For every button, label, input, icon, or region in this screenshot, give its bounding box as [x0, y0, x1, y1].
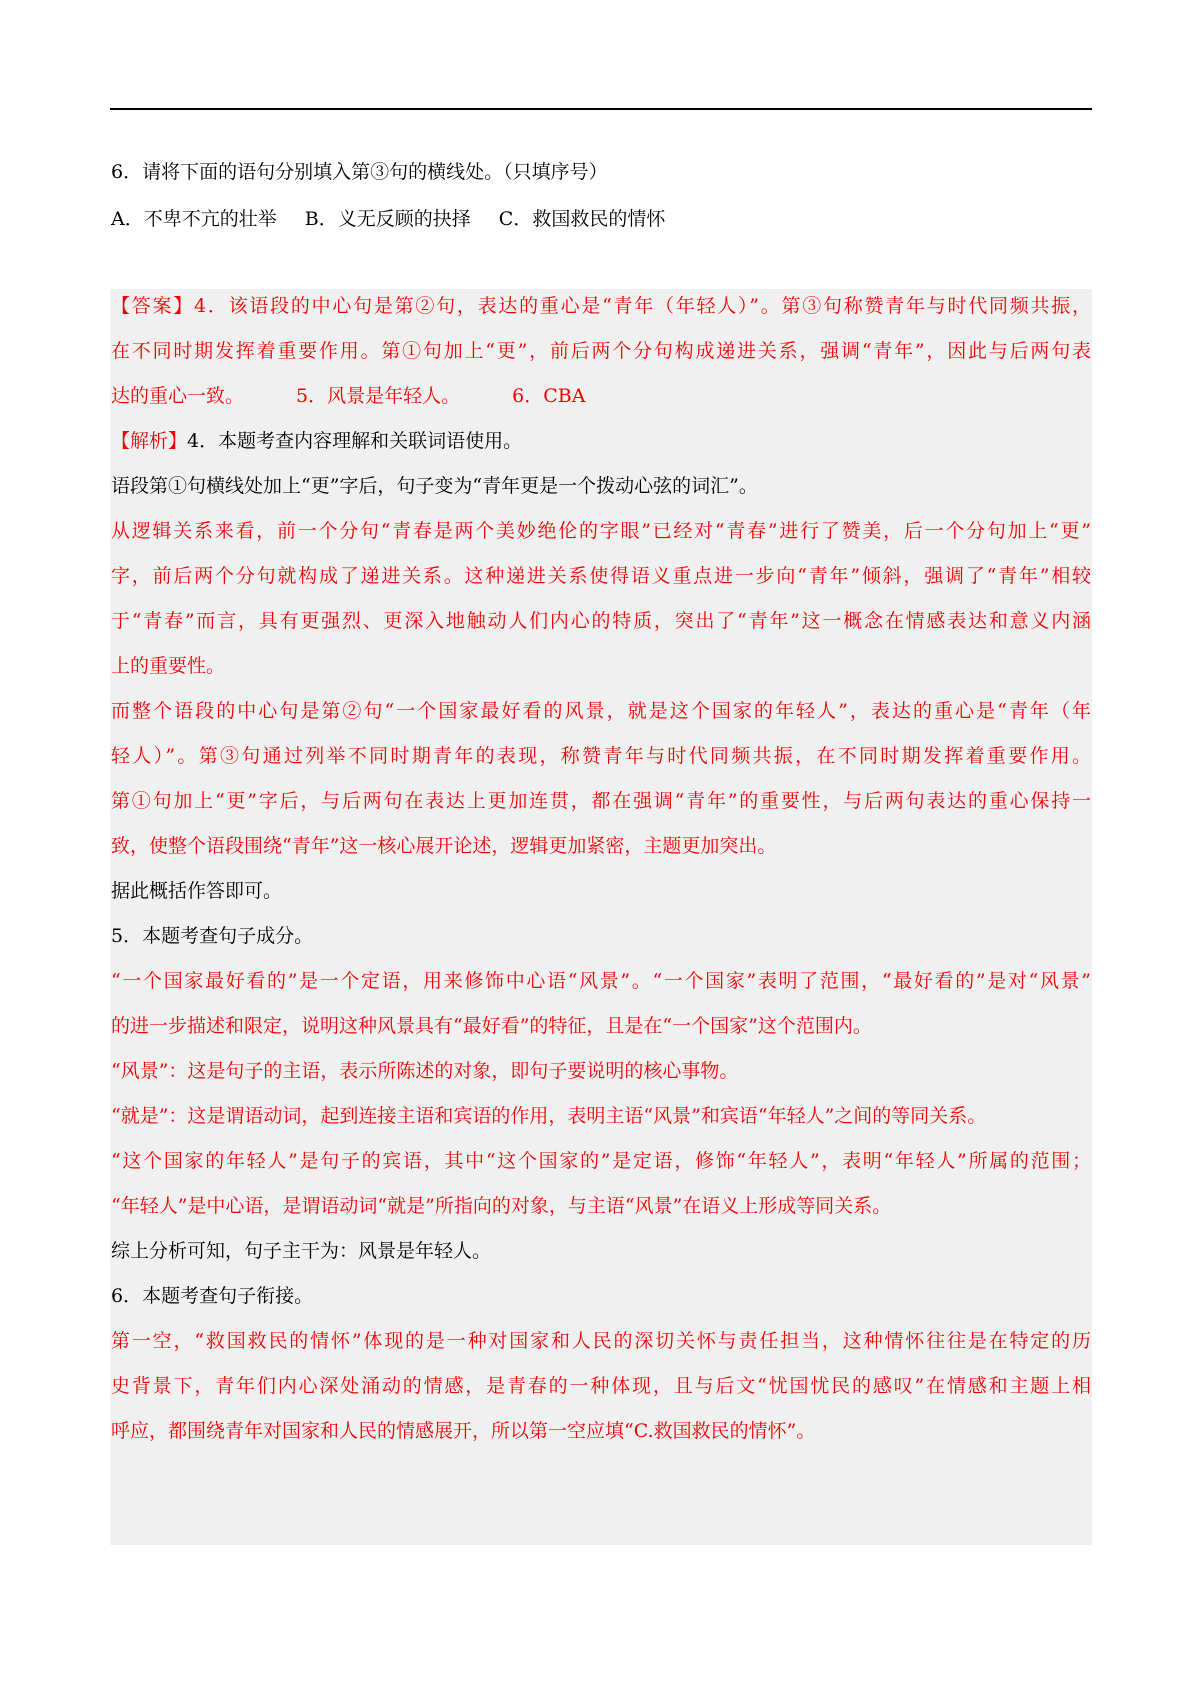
analysis-line: “就是”：这是谓语动词，起到连接主语和宾语的作用，表明主语“风景”和宾语“年轻人”之间的等同关系。 — [111, 1105, 987, 1127]
analysis-line: 5．本题考查句子成分。 — [111, 925, 314, 947]
analysis-line: 【解析】4．本题考查内容理解和关联词语使用。 — [111, 430, 523, 452]
analysis-line: 上的重要性。 — [111, 655, 226, 677]
analysis-line: 的进一步描述和限定，说明这种风景具有“最好看”的特征，且是在“一个国家”这个范围内。 — [111, 1015, 872, 1037]
analysis-line: 第一空，“救国救民的情怀”体现的是一种对国家和人民的深切关怀与责任担当，这种情怀往往是在特定的历 — [111, 1330, 1091, 1352]
answer-line: 在不同时期发挥着重要作用。第①句加上“更”，前后两个分句构成递进关系，强调“青年”，因此与后两句表 — [111, 340, 1091, 362]
answer-label: 【答案】 — [111, 295, 194, 317]
analysis-line: 呼应，都围绕青年对国家和人民的情感展开，所以第一空应填“C.救国救民的情怀”。 — [111, 1420, 816, 1442]
option-a: A．不卑不亢的壮举 — [111, 208, 277, 230]
analysis-line: 语段第①句横线处加上“更”字后，句子变为“青年更是一个拨动心弦的词汇”。 — [111, 475, 758, 497]
analysis-line: 于“青春”而言，具有更强烈、更深入地触动人们内心的特质，突出了“青年”这一概念在情感表达和意义内涵 — [111, 610, 1091, 632]
answer-line: 达的重心一致。 5．风景是年轻人。 6．CBA — [111, 385, 586, 407]
analysis-line: 而整个语段的中心句是第②句“一个国家最好看的风景，就是这个国家的年轻人”，表达的重心是“青年（年 — [111, 700, 1091, 722]
option-b: B．义无反顾的抉择 — [304, 208, 471, 230]
analysis-line: “一个国家最好看的”是一个定语，用来修饰中心语“风景”。“一个国家”表明了范围，“最好看的”是对“风景” — [111, 970, 1091, 992]
analysis-line: “这个国家的年轻人”是句子的宾语，其中“这个国家的”是定语，修饰“年轻人”，表明“年轻人”所属的范围； — [111, 1150, 1091, 1172]
analysis-line: 轻人）”。第③句通过列举不同时期青年的表现，称赞青年与时代同频共振，在不同时期发挥着重要作用。 — [111, 745, 1091, 767]
analysis-line: 第①句加上“更”字后，与后两句在表达上更加连贯，都在强调“青年”的重要性，与后两句表达的重心保持一 — [111, 790, 1091, 812]
analysis-line: “风景”：这是句子的主语，表示所陈述的对象，即句子要说明的核心事物。 — [111, 1060, 739, 1082]
analysis-label: 【解析】 — [111, 430, 188, 452]
option-c: C．救国救民的情怀 — [498, 208, 666, 230]
analysis-line: 史背景下，青年们内心深处涌动的情感，是青春的一种体现，且与后文“忧国忧民的感叹”在情感和主题上相 — [111, 1375, 1091, 1397]
analysis-line: 字，前后两个分句就构成了递进关系。这种递进关系使得语义重点进一步向“青年”倾斜，强调了“青年”相较 — [111, 565, 1091, 587]
analysis-line: 综上分析可知，句子主干为：风景是年轻人。 — [111, 1240, 492, 1262]
analysis-line: 据此概括作答即可。 — [111, 880, 283, 902]
question-6-stem: 6．请将下面的语句分别填入第③句的横线处。（只填序号） — [111, 161, 608, 183]
question-6-options — [111, 205, 1091, 233]
analysis-line: 从逻辑关系来看，前一个分句“青春是两个美妙绝伦的字眼”已经对“青春”进行了赞美，后一个分句加上“更” — [111, 520, 1091, 542]
analysis-line: 致，使整个语段围绕“青年”这一核心展开论述，逻辑更加紧密，主题更加突出。 — [111, 835, 777, 857]
answer-line: 【答案】4．该语段的中心句是第②句，表达的重心是“青年（年轻人）”。第③句称赞青年与时代同频共振， — [111, 295, 1091, 317]
header-rule — [110, 108, 1092, 110]
analysis-line: 6．本题考查句子衔接。 — [111, 1285, 314, 1307]
analysis-line: “年轻人”是中心语，是谓语动词“就是”所指向的对象，与主语“风景”在语义上形成等同关系。 — [111, 1195, 892, 1217]
